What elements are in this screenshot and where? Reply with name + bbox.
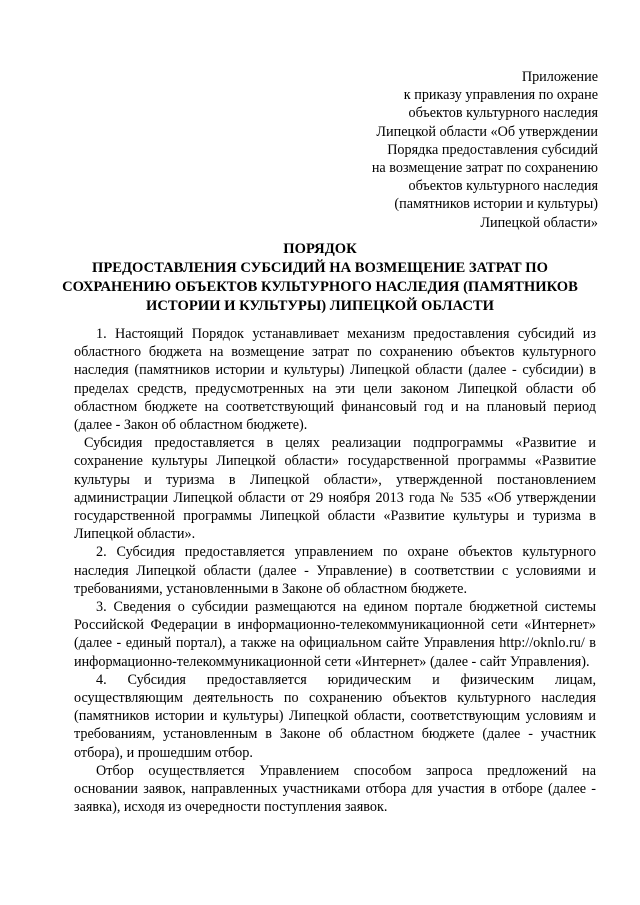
appendix-line: Липецкой области «Об утверждении <box>376 123 598 140</box>
appendix-line: Липецкой области» <box>480 214 598 231</box>
appendix-line: (памятников истории и культуры) <box>394 196 598 213</box>
paragraph-4: 4. Субсидия предоставляется юридическим и физическим лицам, осуществляющим деятельность по сохранению объектов культурного наследия (памятников истории и культуры) Липецкой области, соответствующим условиям и требованиям, установленным в Законе об областном бюджете (далее - участник отбора), и прошедшим отбор. <box>74 671 596 761</box>
appendix-line: объектов культурного наследия <box>408 178 598 195</box>
appendix-line: Порядка предоставления субсидий <box>387 141 598 158</box>
appendix-line: к приказу управления по охране <box>403 87 598 104</box>
appendix-line: объектов культурного наследия <box>408 105 598 122</box>
paragraph-subsidy-purpose: Субсидия предоставляется в целях реализации подпрограммы «Развитие и сохранение культуры Липецкой области» государственной программы «Развитие культуры и туризма в Липецкой области», утвержденной постановлением администрации Липецкой области от 29 ноября 2013 года № 535 «Об утверждении государственной программы Липецкой области «Развитие культуры и туризма в Липецкой области». <box>74 435 596 543</box>
title-line: ИСТОРИИ И КУЛЬТУРЫ) ЛИПЕЦКОЙ ОБЛАСТИ <box>146 298 494 314</box>
paragraph-1: 1. Настоящий Порядок устанавливает механизм предоставления субсидий из областного бюджета на возмещение затрат по сохранению объектов культурного наследия (памятников истории и культуры) Липецкой области (далее - субсидии) в пределах средств, предусмотренных на эти цели законом Липецкой области об областном бюджете на соответствующий финансовый год и на плановый период (далее - Закон об областном бюджете). <box>74 326 596 434</box>
appendix-line: Приложение <box>521 69 598 85</box>
title-line: СОХРАНЕНИЮ ОБЪЕКТОВ КУЛЬТУРНОГО НАСЛЕДИЯ (ПАМЯТНИКОВ <box>62 279 578 295</box>
paragraph-2: 2. Субсидия предоставляется управлением по охране объектов культурного наследия Липецкой области (далее - Управление) в соответствии с условиями и требованиями, установленными в Законе об областном бюджете. <box>74 544 596 597</box>
title-line: ПОРЯДОК <box>283 241 357 257</box>
appendix-line: на возмещение затрат по сохранению <box>371 160 598 177</box>
paragraph-selection: Отбор осуществляется Управлением способом запроса предложений на основании заявок, направленных участниками отбора для участия в отборе (далее - заявка), исходя из очередности поступления заявок. <box>74 762 596 816</box>
document-body <box>74 325 596 816</box>
appendix-header <box>298 68 598 232</box>
document-title <box>40 240 600 316</box>
title-line: ПРЕДОСТАВЛЕНИЯ СУБСИДИЙ НА ВОЗМЕЩЕНИЕ ЗАТРАТ ПО <box>92 260 548 276</box>
paragraph-3: 3. Сведения о субсидии размещаются на едином портале бюджетной системы Российской Федерации в информационно-телекоммуникационной сети «Интернет» (далее - единый портал), а также на официальном сайте Управления http://oknlo.ru/ в информационно-телекоммуникационной сети «Интернет» (далее - сайт Управления). <box>74 599 596 670</box>
